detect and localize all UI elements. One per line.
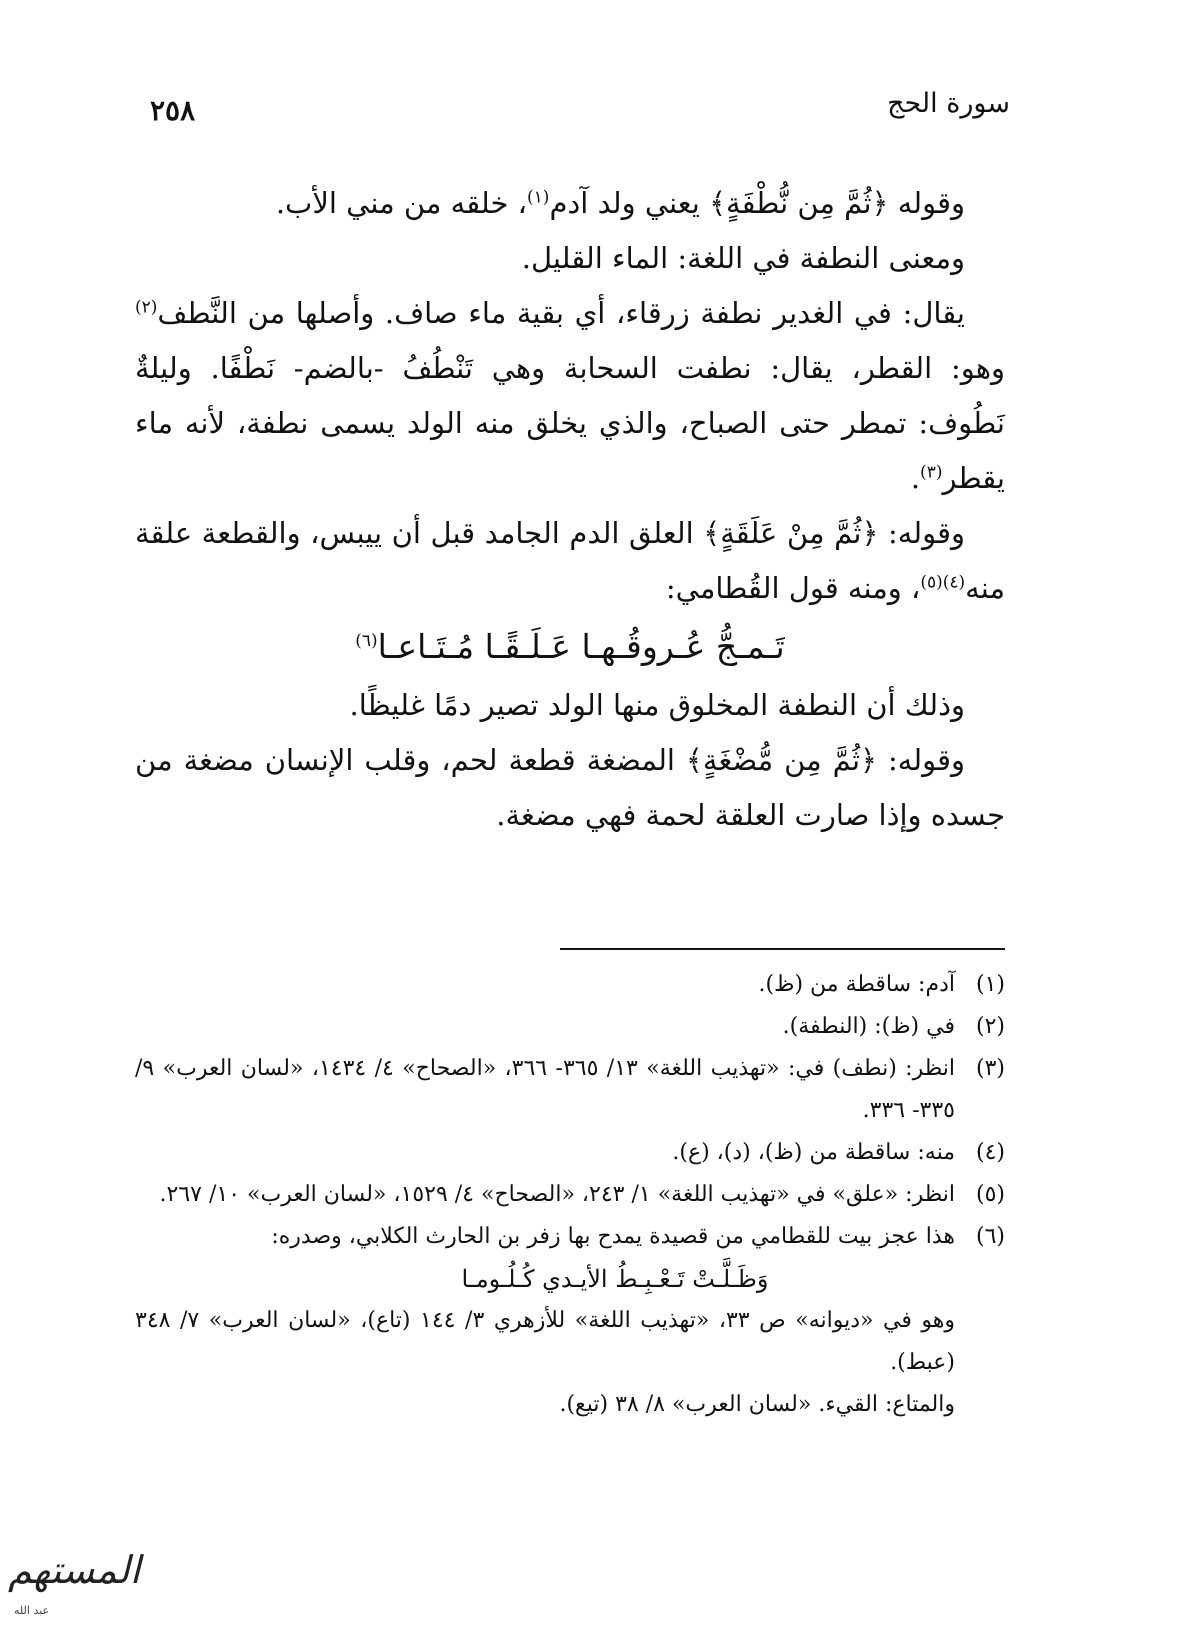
footnote-continuation: والمتاع: القيء. «لسان العرب» ٨/ ٣٨ (تيع). (559, 1392, 955, 1417)
watermark-logo (8, 1548, 141, 1628)
footnote-continuation: وهو في «ديوانه» ص ٣٣، «تهذيب اللغة» للأزهري ٣/ ١٤٤ (تاع)، «لسان العرب» ٧/ ٣٤٨ (عبط). (135, 1308, 956, 1375)
paragraph-4: وقوله: ﴿ثُمَّ مِنْ عَلَقَةٍ﴾ العلق الدم الجامد قبل أن ييبس، والقطعة علقة منه$^{(٤)(٥)}$، ومنه قول القُطامي: (135, 516, 1005, 605)
footnote-ref[interactable]: (٣) (920, 462, 943, 483)
footnote-ref[interactable]: (٤)(٥) (920, 572, 966, 593)
page-number: ٢٥٨ (150, 94, 196, 127)
main-text (135, 176, 1005, 843)
page-header (150, 88, 1010, 138)
footnote-item: (٤) منه: ساقطة من (ظ)، (د)، (ع). (672, 1140, 1005, 1165)
paragraph-3: يقال: في الغدير نطفة زرقاء، أي بقية ماء صاف. وأصلها من النَّطف$^{(٢)}$ وهو: القطر، يقال: نطفت السحابة وهي تَنْطُفُ -بالضم- نَطْفًا. وليلةٌ نَطُوف: تمطر حتى الصباح، والذي يخلق منه الولد يسمى نطفة، لأنه ماء يقطر$^{(٣)}$. (135, 296, 1005, 495)
paragraph-5: وذلك أن النطفة المخلوق منها الولد تصير دمًا غليظًا. (349, 688, 965, 722)
paragraph-6: وقوله: ﴿ثُمَّ مِن مُّضْغَةٍ﴾ المضغة قطعة لحم، وقلب الإنسان مضغة من جسده وإذا صارت العلقة لحمة فهي مضغة. (135, 743, 1005, 832)
footnote-item: (١) آدم: ساقطة من (ظ). (758, 972, 1005, 997)
footnote-ref[interactable]: (٢) (135, 297, 158, 318)
paragraph-1: وقوله ﴿ثُمَّ مِن نُّطْفَةٍ﴾ يعني ولد آدم$^{(١)}$، خلقه من مني الأب. (275, 186, 965, 220)
footnote-item: (٢) في (ظ): (النطفة). (782, 1014, 1005, 1039)
footnote-ref[interactable]: (٦) (355, 631, 378, 651)
footnote-item: (٦) هذا عجز بيت للقطامي من قصيدة يمدح بها زفر بن الحارث الكلابي، وصدره: (271, 1224, 1005, 1249)
poetry-verse: تَـمـجُّ عُـروقُـهـا عَـلَـقًـا مُـتَـاعـا$^{(٦)}$ (355, 627, 785, 666)
footnote-divider (560, 948, 1005, 950)
footnote-ref[interactable]: (١) (527, 187, 550, 208)
watermark-text: المستهم (8, 1548, 141, 1592)
footnote-verse: وَظَـلَّـتْ تَـعْـبِـطُ الأيـدي كُـلُـومـا (461, 1265, 769, 1293)
footnotes (135, 964, 1005, 1426)
paragraph-2: ومعنى النطفة في اللغة: الماء القليل. (521, 241, 965, 275)
footnote-item: (٣) انظر: (نطف) في: «تهذيب اللغة» ١٣/ ٣٦٥- ٣٦٦، «الصحاح» ٤/ ١٤٣٤، «لسان العرب» ٩/ ٣٣٥- ٣٣٦. (135, 1056, 1005, 1123)
surah-title: سورة الحج (887, 88, 1010, 119)
footnote-item: (٥) انظر: «علق» في «تهذيب اللغة» ١/ ٢٤٣، «الصحاح» ٤/ ١٥٢٩، «لسان العرب» ١٠/ ٢٦٧. (159, 1182, 1005, 1207)
watermark-subtext: عبد الله (14, 1604, 50, 1617)
